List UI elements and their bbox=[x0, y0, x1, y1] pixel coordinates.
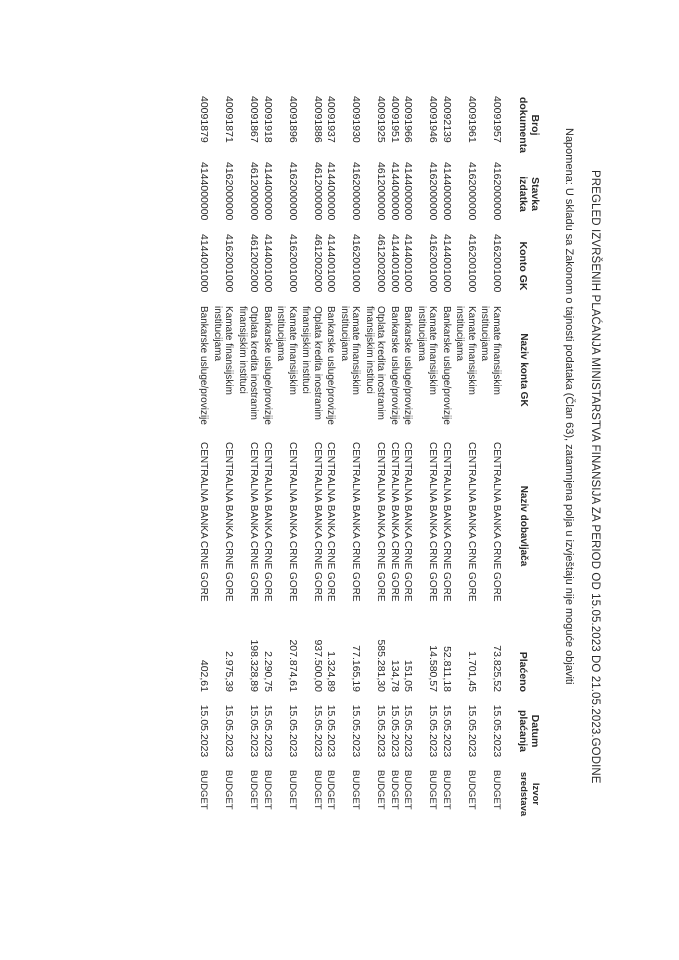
cell-stavka-izdatka: 4162000000 bbox=[491, 162, 503, 221]
document-title: PREGLED IZVRŠENIH PLAĆANJA MINISTARSTVA FINANSIJA ZA PERIOD OD 15.05.2023 DO 21.05.2023.GODINE bbox=[589, 170, 601, 784]
column-header-placeno: Plaćeno bbox=[517, 651, 529, 692]
table-row bbox=[363, 92, 388, 822]
cell-datum-placanja: 15.05.2023 bbox=[198, 704, 211, 758]
cell-naziv-konta-gk: Kamate finansijskim institucijama bbox=[454, 306, 477, 395]
cell-placeno: 77.165,19 bbox=[350, 645, 363, 692]
cell-stavka-izdatka: 4612000000 bbox=[375, 162, 388, 221]
cell-konto-gk: 4144001000 bbox=[198, 234, 211, 293]
cell-datum-placanja: 15.05.2023 bbox=[312, 704, 324, 758]
cell-broj-dokumenta: 40091951 bbox=[389, 96, 401, 143]
cell-konto-gk: 4612002000 bbox=[248, 234, 261, 293]
cell-konto-gk: 4162001000 bbox=[491, 234, 503, 293]
cell-stavka-izdatka: 4162000000 bbox=[287, 162, 299, 221]
cell-naziv-dobavljaca: CENTRALNA BANKA CRNE GORE bbox=[491, 442, 502, 602]
cell-datum-placanja: 15.05.2023 bbox=[375, 704, 388, 758]
cell-naziv-konta-gk: Kamate finansijskim institucijama bbox=[275, 306, 298, 395]
table-body bbox=[197, 92, 503, 822]
cell-naziv-konta-gk: Bankarske usluge/provizije bbox=[389, 306, 400, 425]
cell-broj-dokumenta: 40091918 bbox=[262, 96, 274, 143]
column-header-stavka-izdatka: Stavka izdatka bbox=[517, 176, 541, 212]
cell-naziv-dobavljaca: CENTRALNA BANKA CRNE GORE bbox=[375, 442, 387, 602]
cell-konto-gk: 4612002000 bbox=[375, 234, 388, 293]
table-row bbox=[388, 92, 402, 822]
cell-izvor-sredstava: BUDGET bbox=[427, 770, 439, 810]
cell-datum-placanja: 15.05.2023 bbox=[427, 704, 440, 758]
column-header-broj-dokumenta: Broj dokumenta bbox=[517, 96, 541, 153]
cell-stavka-izdatka: 4162000000 bbox=[350, 162, 363, 221]
cell-datum-placanja: 15.05.2023 bbox=[389, 704, 401, 758]
cell-datum-placanja: 15.05.2023 bbox=[350, 704, 363, 758]
cell-broj-dokumenta: 40091871 bbox=[223, 96, 236, 143]
cell-konto-gk: 4144001000 bbox=[441, 234, 453, 293]
cell-stavka-izdatka: 4612000000 bbox=[248, 162, 261, 221]
cell-placeno: 1.701,45 bbox=[466, 651, 478, 692]
cell-naziv-dobavljaca: CENTRALNA BANKA CRNE GORE bbox=[325, 442, 337, 602]
cell-stavka-izdatka: 4144000000 bbox=[402, 162, 415, 221]
cell-naziv-konta-gk: Kamate finansijskim institucijama bbox=[339, 306, 362, 395]
cell-naziv-konta-gk: Bankarske usluge/provizije bbox=[325, 306, 337, 425]
cell-broj-dokumenta: 40091879 bbox=[198, 96, 211, 143]
table-row bbox=[299, 92, 324, 822]
cell-konto-gk: 4162001000 bbox=[350, 234, 363, 293]
cell-konto-gk: 4144001000 bbox=[262, 234, 274, 293]
cell-datum-placanja: 15.05.2023 bbox=[491, 704, 503, 758]
cell-naziv-konta-gk: Bankarske usluge/provizije bbox=[198, 306, 210, 425]
table-row bbox=[401, 92, 415, 822]
cell-datum-placanja: 15.05.2023 bbox=[262, 704, 274, 758]
column-header-naziv-konta-gk: Naziv konta GK bbox=[518, 333, 529, 407]
cell-placeno: 1.324,89 bbox=[325, 651, 338, 692]
cell-broj-dokumenta: 40091867 bbox=[248, 96, 261, 143]
cell-stavka-izdatka: 4144000000 bbox=[389, 162, 401, 221]
cell-naziv-dobavljaca: CENTRALNA BANKA CRNE GORE bbox=[248, 442, 260, 602]
cell-placeno: 2.975,39 bbox=[223, 651, 236, 692]
cell-naziv-konta-gk: Otplata kredita inostranim finansijskim instituci bbox=[237, 306, 260, 420]
cell-placeno: 2.290,75 bbox=[262, 651, 274, 692]
cell-konto-gk: 4162001000 bbox=[466, 234, 478, 293]
cell-datum-placanja: 15.05.2023 bbox=[441, 704, 453, 758]
cell-naziv-dobavljaca: CENTRALNA BANKA CRNE GORE bbox=[466, 442, 477, 602]
table-row bbox=[338, 92, 363, 822]
cell-konto-gk: 4162001000 bbox=[223, 234, 236, 293]
cell-konto-gk: 4162001000 bbox=[287, 234, 299, 293]
cell-izvor-sredstava: BUDGET bbox=[491, 770, 502, 810]
cell-naziv-konta-gk: Bankarske usluge/provizije bbox=[402, 306, 414, 425]
cell-stavka-izdatka: 4144000000 bbox=[198, 162, 211, 221]
cell-placeno: 14.580,57 bbox=[427, 645, 440, 692]
cell-konto-gk: 4162001000 bbox=[427, 234, 440, 293]
cell-stavka-izdatka: 4144000000 bbox=[262, 162, 274, 221]
cell-placeno: 937.500,00 bbox=[312, 639, 324, 692]
cell-stavka-izdatka: 4612000000 bbox=[312, 162, 324, 221]
cell-placeno: 151,05 bbox=[402, 659, 415, 692]
cell-datum-placanja: 15.05.2023 bbox=[248, 704, 261, 758]
cell-broj-dokumenta: 40091966 bbox=[402, 96, 415, 143]
cell-datum-placanja: 15.05.2023 bbox=[223, 704, 236, 758]
cell-konto-gk: 4144001000 bbox=[325, 234, 338, 293]
cell-izvor-sredstava: BUDGET bbox=[389, 770, 400, 810]
cell-datum-placanja: 15.05.2023 bbox=[325, 704, 338, 758]
cell-broj-dokumenta: 40092139 bbox=[441, 96, 453, 143]
cell-stavka-izdatka: 4162000000 bbox=[466, 162, 478, 221]
cell-naziv-dobavljaca: CENTRALNA BANKA CRNE GORE bbox=[287, 442, 298, 602]
cell-broj-dokumenta: 40091896 bbox=[287, 96, 299, 143]
cell-izvor-sredstava: BUDGET bbox=[325, 770, 337, 810]
cell-naziv-dobavljaca: CENTRALNA BANKA CRNE GORE bbox=[223, 442, 235, 602]
cell-naziv-dobavljaca: CENTRALNA BANKA CRNE GORE bbox=[427, 442, 439, 602]
cell-stavka-izdatka: 4144000000 bbox=[441, 162, 453, 221]
cell-izvor-sredstava: BUDGET bbox=[402, 770, 414, 810]
cell-broj-dokumenta: 40091886 bbox=[312, 96, 324, 143]
table-row bbox=[197, 92, 211, 822]
cell-stavka-izdatka: 4162000000 bbox=[223, 162, 236, 221]
cell-naziv-konta-gk: Bankarske usluge/provizije bbox=[441, 306, 452, 425]
table-row bbox=[324, 92, 338, 822]
cell-broj-dokumenta: 40091957 bbox=[491, 96, 503, 143]
column-header-izvor-sredstava: Izvor sredstava bbox=[518, 771, 541, 817]
cell-naziv-konta-gk: Otplata kredita inostranim finansijskim instituci bbox=[300, 306, 323, 420]
cell-izvor-sredstava: BUDGET bbox=[441, 770, 452, 810]
cell-broj-dokumenta: 40091930 bbox=[350, 96, 363, 143]
cell-broj-dokumenta: 40091925 bbox=[375, 96, 388, 143]
cell-placeno: 207.874,61 bbox=[287, 639, 299, 692]
cell-placeno: 73.825,52 bbox=[491, 645, 503, 692]
cell-broj-dokumenta: 40091946 bbox=[427, 96, 440, 143]
cell-izvor-sredstava: BUDGET bbox=[262, 770, 273, 810]
cell-izvor-sredstava: BUDGET bbox=[248, 770, 260, 810]
cell-datum-placanja: 15.05.2023 bbox=[466, 704, 478, 758]
table-row bbox=[274, 92, 299, 822]
cell-placeno: 585.281,30 bbox=[375, 639, 388, 692]
cell-naziv-dobavljaca: CENTRALNA BANKA CRNE GORE bbox=[312, 442, 323, 602]
cell-broj-dokumenta: 40091961 bbox=[466, 96, 478, 143]
column-header-naziv-dobavljaca: Naziv dobavljača bbox=[518, 485, 529, 567]
cell-izvor-sredstava: BUDGET bbox=[287, 770, 298, 810]
cell-naziv-konta-gk: Kamate finansijskim institucijama bbox=[416, 306, 439, 395]
cell-stavka-izdatka: 4162000000 bbox=[427, 162, 440, 221]
table-row bbox=[415, 92, 440, 822]
cell-datum-placanja: 15.05.2023 bbox=[402, 704, 415, 758]
cell-placeno: 198.328,89 bbox=[248, 639, 261, 692]
column-header-konto-gk: Konto GK bbox=[517, 241, 529, 291]
cell-naziv-dobavljaca: CENTRALNA BANKA CRNE GORE bbox=[198, 442, 210, 602]
cell-naziv-dobavljaca: CENTRALNA BANKA CRNE GORE bbox=[262, 442, 273, 602]
table-header-row bbox=[503, 92, 541, 822]
document-note: Napomena: U skladu sa Zakonom o tajnosti podataka (Član 63), zatamnjena polja u izvještaju nije moguće objaviti bbox=[563, 128, 575, 685]
cell-naziv-dobavljaca: CENTRALNA BANKA CRNE GORE bbox=[441, 442, 452, 602]
cell-naziv-dobavljaca: CENTRALNA BANKA CRNE GORE bbox=[402, 442, 414, 602]
cell-izvor-sredstava: BUDGET bbox=[312, 770, 323, 810]
cell-konto-gk: 4612002000 bbox=[312, 234, 324, 293]
cell-izvor-sredstava: BUDGET bbox=[350, 770, 362, 810]
cell-placeno: 52.811,18 bbox=[441, 646, 453, 692]
cell-izvor-sredstava: BUDGET bbox=[223, 770, 235, 810]
table-row bbox=[236, 92, 261, 822]
cell-naziv-dobavljaca: CENTRALNA BANKA CRNE GORE bbox=[350, 442, 362, 602]
cell-naziv-konta-gk: Otplata kredita inostranim finansijskim instituci bbox=[364, 306, 387, 420]
cell-izvor-sredstava: BUDGET bbox=[375, 770, 387, 810]
cell-broj-dokumenta: 40091937 bbox=[325, 96, 338, 143]
cell-naziv-konta-gk: Kamate finansijskim institucijama bbox=[479, 306, 502, 395]
column-header-datum-placanja: Datum plaćanja bbox=[517, 709, 541, 753]
table-row bbox=[211, 92, 236, 822]
table-row bbox=[478, 92, 503, 822]
cell-konto-gk: 4144001000 bbox=[402, 234, 415, 293]
table-row bbox=[440, 92, 454, 822]
cell-naziv-konta-gk: Kamate finansijskim institucijama bbox=[212, 306, 235, 395]
cell-konto-gk: 4144001000 bbox=[389, 234, 401, 293]
cell-placeno: 134,78 bbox=[389, 659, 401, 692]
table-row bbox=[453, 92, 478, 822]
cell-placeno: 402,61 bbox=[198, 659, 211, 692]
cell-stavka-izdatka: 4144000000 bbox=[325, 162, 338, 221]
cell-naziv-dobavljaca: CENTRALNA BANKA CRNE GORE bbox=[389, 442, 400, 602]
cell-naziv-konta-gk: Bankarske usluge/provizije bbox=[262, 306, 273, 425]
table-row bbox=[261, 92, 275, 822]
cell-datum-placanja: 15.05.2023 bbox=[287, 704, 299, 758]
payments-table bbox=[197, 92, 541, 822]
cell-izvor-sredstava: BUDGET bbox=[466, 770, 477, 810]
cell-izvor-sredstava: BUDGET bbox=[198, 770, 210, 810]
